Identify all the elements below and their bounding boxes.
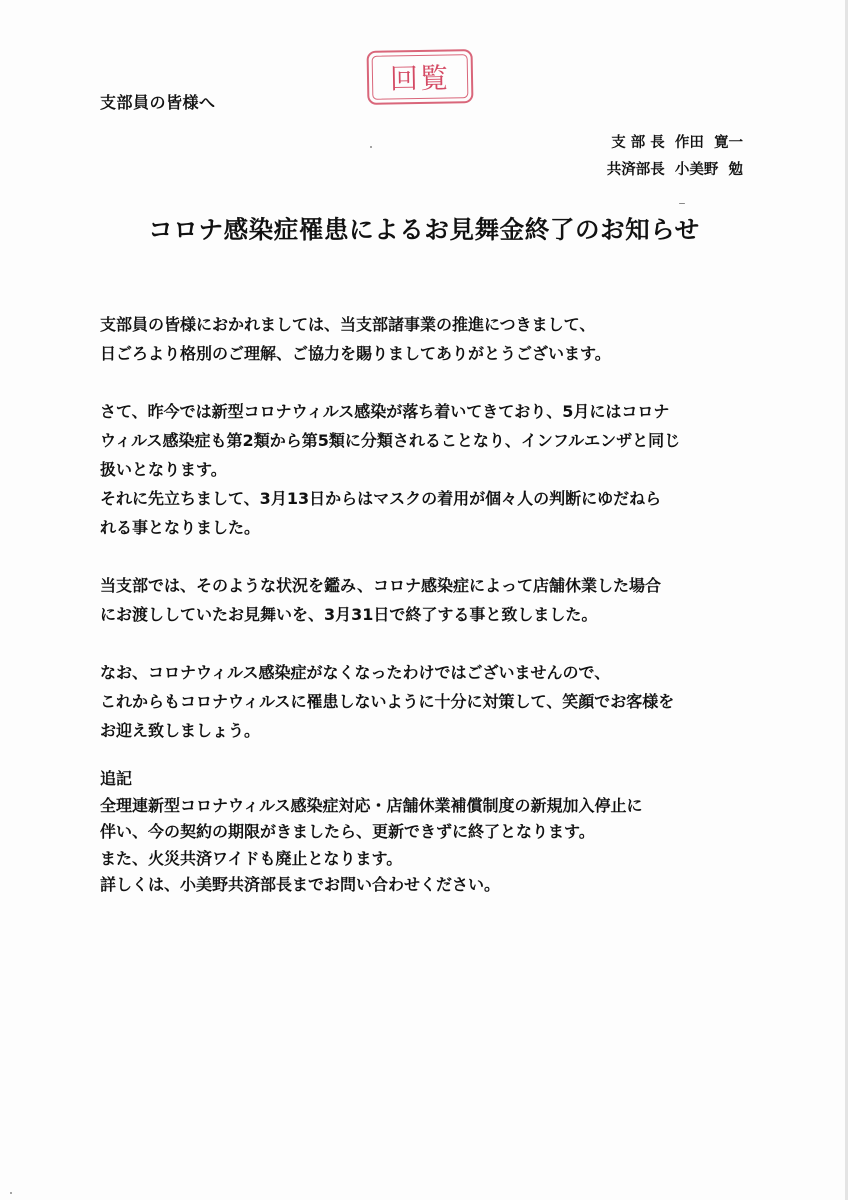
scan-speck [10, 1192, 12, 1194]
paragraph-decision [100, 571, 760, 629]
text-line: 伴い、今の契約の期限がきましたら、更新できずに終了となります。 [100, 822, 595, 841]
text-line: これからもコロナウィルスに罹患しないように十分に対策して、笑顔でお客様を [100, 692, 675, 711]
text-line: にお渡ししていたお見舞いを、3月31日で終了する事と致しました。 [100, 605, 598, 624]
paragraph-background [100, 397, 760, 542]
text-line: 扱いとなります。 [100, 460, 227, 479]
body-text [100, 310, 760, 774]
stamp-label: 回覧 [372, 54, 469, 100]
text-line: 支部員の皆様におかれましては、当支部諸事業の推進につきまして、 [100, 315, 596, 334]
text-line: また、火災共済ワイドも廃止となります。 [100, 848, 403, 868]
text-line: 詳しくは、小美野共済部長までお問い合わせください。 [100, 875, 501, 894]
text-line: 日ごろより格別のご理解、ご協力を賜りましてありがとうございます。 [100, 344, 611, 363]
text-line: ウィルス感染症も第2類から第5類に分類されることなり、インフルエンザと同じ [100, 431, 681, 450]
scan-speck [370, 146, 372, 148]
scan-speck [679, 203, 685, 204]
addressee: 支部員の皆様へ [100, 93, 216, 112]
signers-block [607, 130, 743, 184]
postscript [100, 766, 760, 899]
paragraph-greeting [100, 310, 760, 368]
text-line: それに先立ちまして、3月13日からはマスクの着用が個々人の判断にゆだねら [100, 489, 662, 508]
text-line: 全理連新型コロナウィルス感染症対応・店舗休業補償制度の新規加入停止に [100, 795, 643, 815]
signer-mutual-aid-chief: 共済部長 小美野 勉 [606, 162, 743, 178]
paragraph-closing [100, 658, 760, 745]
document-title: コロナ感染症罹患によるお見舞金終了のお知らせ [148, 215, 700, 244]
text-line: さて、昨今では新型コロナウィルス感染が落ち着いてきており、5月にはコロナ [100, 402, 670, 421]
text-line: お迎え致しましょう。 [100, 721, 261, 740]
text-line: れる事となりました。 [100, 518, 261, 537]
signer-branch-chief: 支 部 長 作田 寛一 [611, 135, 743, 151]
text-line: なお、コロナウィルス感染症がなくなったわけではございませんので、 [100, 663, 611, 682]
circulation-stamp [367, 49, 474, 105]
postscript-heading: 追記 [100, 769, 133, 788]
text-line: 当支部では、そのような状況を鑑み、コロナ感染症によって店舗休業した場合 [100, 576, 661, 595]
